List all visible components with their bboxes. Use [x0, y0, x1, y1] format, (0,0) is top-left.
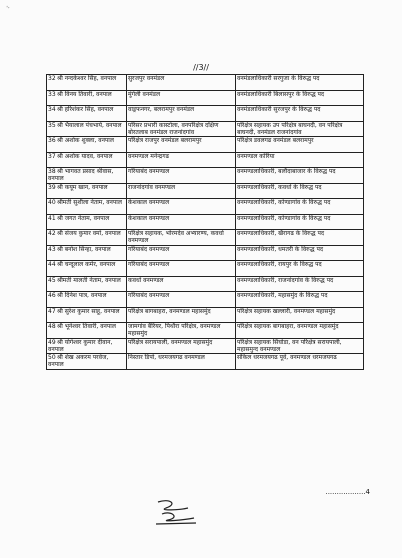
present-posting: सुरजपुर वनमंडल — [127, 75, 236, 91]
new-posting: संकिल धरमजयगढ पूर्व, वनमण्डल धरमजयगढ — [236, 354, 364, 370]
continued-marker: ..................4 — [325, 488, 370, 496]
new-posting: परिक्षेत्र सहायक खल्लारी, वनमण्डल महासमुंद — [236, 307, 364, 323]
present-posting: गरियाबंद वनमण्डल — [127, 261, 236, 277]
present-posting: गरियाबंद वनमण्डल — [127, 245, 236, 261]
present-posting: गरियाबंद वनमण्डल — [127, 292, 236, 308]
present-posting: परिक्षेत्र राजपुर वनमंडल बलरामपुर — [127, 137, 236, 153]
serial-number: 37 — [48, 152, 56, 160]
present-posting: वनमण्डल मनेन्द्रगढ — [127, 152, 236, 168]
serial-number: 50 — [48, 354, 56, 361]
employee-cell — [47, 121, 127, 137]
page-number: //3// — [193, 63, 209, 72]
present-posting: जामगांव बैरियर, पिथौरा परिक्षेत्र, वनमण्डल महासमुंद — [127, 323, 236, 339]
table-row — [47, 276, 364, 292]
serial-number: 32 — [48, 75, 56, 82]
serial-number: 48 — [48, 323, 56, 330]
table-row — [47, 338, 364, 354]
serial-number: 47 — [48, 307, 56, 315]
employee-cell — [47, 183, 127, 199]
table-row — [47, 261, 364, 277]
employee-cell — [47, 106, 127, 122]
employee-name: श्री दिनेश पात्र, वनपाल — [57, 292, 107, 299]
employee-cell — [47, 168, 127, 184]
new-posting: वनमंडलाधिकारी बिलासपुर के विरुद्ध पद — [236, 90, 364, 106]
serial-number: 33 — [48, 90, 56, 98]
present-posting: मुंगेली वनमंडल — [127, 90, 236, 106]
table-row — [47, 106, 364, 122]
employee-cell — [47, 292, 127, 308]
employee-name: श्री जगत नेताम, वनपाल — [57, 214, 110, 222]
table-row — [47, 75, 364, 91]
new-posting: परिक्षेत्र सहायक बागबाहरा, वनमण्डल महासमुंद — [236, 323, 364, 339]
employee-cell — [47, 276, 127, 292]
employee-name: श्री विनय तिवारी, वनपाल — [57, 90, 112, 98]
table-row — [47, 168, 364, 184]
table-row — [47, 230, 364, 246]
table-row — [47, 292, 364, 308]
new-posting: वनमण्डलाधिकारी, कोण्डागांव के विरुद्ध पद — [236, 214, 364, 230]
employee-cell — [47, 214, 127, 230]
present-posting: परिक्षेत्र सरायपाली, वनमण्डल महासमुंद — [127, 338, 236, 354]
employee-cell — [47, 245, 127, 261]
employee-name: श्रीमती मालती नेताम, वनपाल — [57, 276, 121, 284]
new-posting: परिक्षेत्र सहायक उप परिक्षेत्र बाघनदी, वन परिक्षेत्र बाघनदी, वनमंडल राजनांदगांव — [236, 121, 364, 137]
employee-cell — [47, 307, 127, 323]
employee-cell — [47, 323, 127, 339]
serial-number: 42 — [48, 230, 56, 237]
employee-name: श्री हरिशंकर सिंह, वनपाल — [57, 106, 114, 113]
transfer-table — [46, 74, 364, 370]
employee-cell — [47, 152, 127, 168]
serial-number: 41 — [48, 214, 56, 222]
present-posting: परिसर प्रभारी कास्टोला, वनपरिक्षेत्र दक्षिण बोरतलाब वनमंडल राजनांदगांव — [127, 121, 236, 137]
employee-name: श्री अशोक शुक्ला, वनपाल — [57, 137, 114, 144]
new-posting: वनमण्डलाधिकारी, बलौदाबाजार के विरुद्ध पद — [236, 168, 364, 184]
new-posting: वनमण्डलाधिकारी, कवर्धा के विरुद्ध पद — [236, 183, 364, 199]
new-posting: वनमण्डलाधिकारी, कोण्डागांव के विरुद्ध पद — [236, 199, 364, 215]
employee-name: श्रीमती सुशीला नेताम, वनपाल — [57, 199, 122, 206]
employee-name: श्री बनोश सिन्हा, वनपाल — [57, 245, 111, 253]
present-posting: राजनांदगांव वनमण्डल — [127, 183, 236, 199]
signature — [150, 496, 200, 530]
present-posting: कवर्धा वनमण्डल — [127, 276, 236, 292]
table-row — [47, 90, 364, 106]
serial-number: 38 — [48, 168, 56, 175]
employee-cell — [47, 90, 127, 106]
present-posting: परिक्षेत्र सहायक, भोरमदेव अभ्यारण्य, कवर्धा वनमण्डल — [127, 230, 236, 246]
present-posting: निस्तार डिपो, धरमजयगढ वनमण्डल — [127, 354, 236, 370]
employee-cell — [47, 230, 127, 246]
employee-name: श्री भागवत प्रसाद श्रीवास, वनपाल — [48, 168, 114, 182]
new-posting: वनमण्डलाधिकारी, रायपुर के विरुद्ध पद — [236, 261, 364, 277]
employee-cell — [47, 354, 127, 370]
employee-name: श्री संजय कुमार वर्मा, वनपाल — [57, 230, 121, 237]
table-row — [47, 214, 364, 230]
table-row — [47, 354, 364, 370]
new-posting: वनमण्डलाधिकारी, राजनांदगांव के विरुद्ध पद — [236, 276, 364, 292]
table-row — [47, 183, 364, 199]
employee-cell — [47, 75, 127, 91]
serial-number: 46 — [48, 292, 56, 299]
employee-name: श्री चन्दूलाल कमेर, वनपाल — [57, 261, 116, 268]
employee-name: श्री नन्दकेश्वर सिंह, वनपाल — [57, 75, 117, 82]
new-posting: वनमंडलाधिकारी सरगुजा के विरुद्ध पद — [236, 75, 364, 91]
table-row — [47, 199, 364, 215]
serial-number: 36 — [48, 137, 56, 144]
corner-mark: ॑′ — [8, 6, 10, 14]
employee-name: श्री सुरेश कुमार साहू, वनपाल — [57, 307, 120, 315]
serial-number: 39 — [48, 183, 56, 191]
new-posting: वनमण्डलाधिकारी, महासमुंद के विरुद्ध पद — [236, 292, 364, 308]
new-posting: वनमंडलाधिकारी सुरजपुर के विरुद्ध पद — [236, 106, 364, 122]
employee-name: श्री योगेश्वर कुमार दीवान, वनपाल — [48, 338, 113, 353]
employee-cell — [47, 261, 127, 277]
present-posting: गरियाबंद वनमण्डल — [127, 168, 236, 184]
employee-cell — [47, 199, 127, 215]
new-posting: परिक्षेत्र सहायक सिंघोडा, वन परिक्षेत्र सरायपाली, महासमुन्द वनमण्डल — [236, 338, 364, 354]
employee-name: श्री कयूम खान, वनपाल — [57, 183, 108, 191]
table-row — [47, 137, 364, 153]
present-posting: केशकाल वनमण्डल — [127, 199, 236, 215]
employee-name: श्री भूनेश्वर तिवारी, वनपाल — [57, 323, 116, 330]
employee-name: श्री अशोक यादव, वनपाल — [57, 152, 113, 160]
new-posting: परिक्षेत्र डवलगढ वनमंडल बलरामपुर — [236, 137, 364, 153]
new-posting: वनमण्डलाधिकारी, खैरागढ के विरुद्ध पद — [236, 230, 364, 246]
serial-number: 35 — [48, 121, 56, 129]
employee-cell — [47, 338, 127, 354]
new-posting: वनमण्डल कोरिया — [236, 152, 364, 168]
serial-number: 44 — [48, 261, 56, 268]
table-row — [47, 307, 364, 323]
present-posting: केशकाल वनमण्डल — [127, 214, 236, 230]
employee-cell — [47, 137, 127, 153]
serial-number: 43 — [48, 245, 56, 253]
table-row — [47, 323, 364, 339]
serial-number: 40 — [48, 199, 56, 206]
new-posting: वनमण्डलाधिकारी, धमतरी के विरुद्ध पद — [236, 245, 364, 261]
present-posting: परिक्षेत्र बागबाहरा, वनमण्डल महासमुंद — [127, 307, 236, 323]
serial-number: 49 — [48, 338, 56, 346]
employee-name: श्री शेख अकरम परवेज, वनपाल — [48, 354, 109, 368]
serial-number: 45 — [48, 276, 56, 284]
employee-name: श्री भैयालाल पंचभाये, वनपाल — [57, 121, 122, 129]
table-row — [47, 121, 364, 137]
table-row — [47, 152, 364, 168]
present-posting: वाड्रफनगर, बलरामपुर वनमंडल — [127, 106, 236, 122]
serial-number: 34 — [48, 106, 56, 113]
table-row — [47, 245, 364, 261]
